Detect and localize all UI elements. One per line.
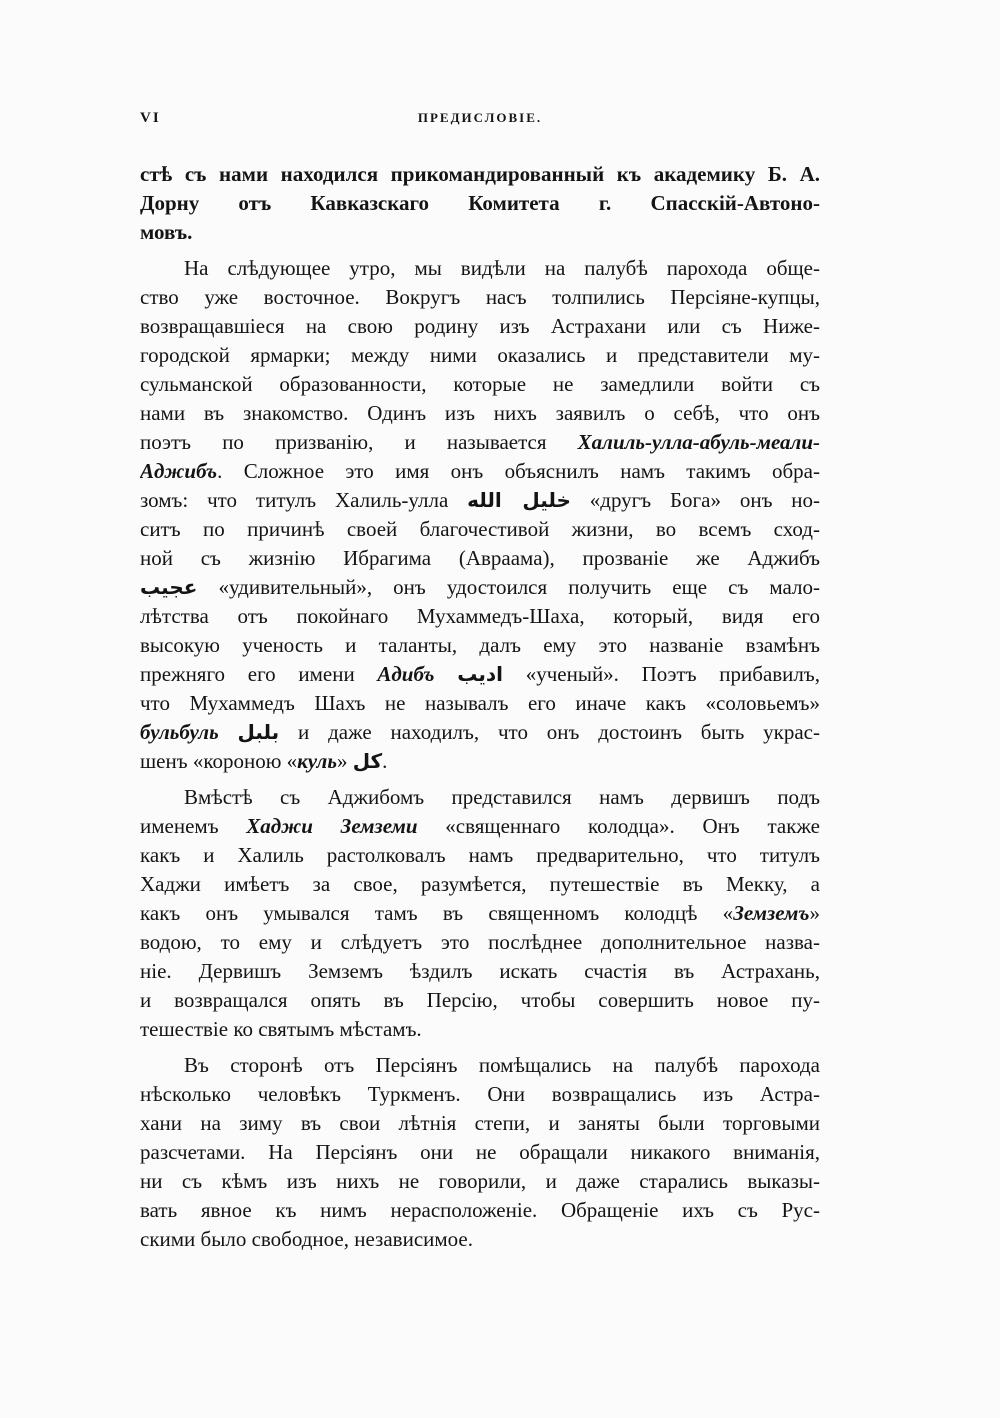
text-line: прежняго его имени Адибъ اديب «ученый». Поэтъ прибавилъ, <box>140 662 820 686</box>
arabic-text: اديب <box>457 662 504 686</box>
page-number: VI <box>140 110 161 126</box>
arabic-text: خليل الله <box>467 488 571 512</box>
paragraph <box>140 1051 820 1254</box>
text-line: сульманской образованности, которые не замедлили войти съ <box>140 372 820 396</box>
text-line: ни съ кѣмъ изъ нихъ не говорили, и даже старались выказы- <box>140 1169 820 1193</box>
running-title: ПРЕДИСЛОВІЕ. <box>417 110 543 125</box>
text-line: ство уже восточное. Вокругъ насъ толпились Персіяне-купцы, <box>140 285 820 309</box>
paragraph <box>140 160 820 247</box>
text-line: поэтъ по призванію, и называется Халиль-улла-абуль-меали- <box>140 430 820 454</box>
text-line: возвращавшіеся на свою родину изъ Астрахани или съ Ниже- <box>140 314 820 338</box>
italic-name: Халиль-улла-абуль-меали- <box>577 430 820 454</box>
italic-name: Хаджи Земземи <box>246 814 418 838</box>
paragraph <box>140 254 820 776</box>
text-line: عجيب «удивительный», онъ удостоился получить еще съ мало- <box>140 575 820 599</box>
italic-name: Аджибъ <box>140 459 218 483</box>
text-line: вать явное къ нимъ нерасположеніе. Обращеніе ихъ съ Рус- <box>140 1198 820 1222</box>
text-line: Въ сторонѣ отъ Персіянъ помѣщались на палубѣ парохода <box>184 1053 820 1077</box>
arabic-text: بلبل <box>237 720 280 744</box>
text-line: какъ онъ умывался тамъ въ священномъ колодцѣ «Земземъ» <box>140 901 820 925</box>
text-line: шенъ «короною «куль» كل. <box>140 749 388 773</box>
text-line: Аджибъ. Сложное это имя онъ объяснилъ намъ такимъ обра- <box>140 459 820 483</box>
text-line: Дорну отъ Кавказскаго Комитета г. Спасскій-Автоно- <box>140 191 820 215</box>
text-line: нами въ знакомство. Одинъ изъ нихъ заявилъ о себѣ, что онъ <box>140 401 820 425</box>
text-line: мовъ. <box>140 220 193 244</box>
text-line: какъ и Халиль растолковалъ намъ предварительно, что титулъ <box>140 843 820 867</box>
arabic-text: كل <box>352 749 383 773</box>
text-line: Хаджи имѣетъ за свое, разумѣется, путешествіе въ Мекку, а <box>140 872 820 896</box>
page-header <box>140 110 820 134</box>
body-text <box>140 160 820 1254</box>
text-line: тешествіе ко святымъ мѣстамъ. <box>140 1017 422 1041</box>
arabic-text: عجيب <box>140 575 198 599</box>
text-line: Вмѣстѣ съ Аджибомъ представился намъ дервишъ подъ <box>184 785 820 809</box>
text-line: На слѣдующее утро, мы видѣли на палубѣ парохода обще- <box>184 256 820 280</box>
text-line: городской ярмарки; между ними оказались и представители му- <box>140 343 820 367</box>
italic-name: куль <box>297 749 337 773</box>
text-line: хани на зиму въ свои лѣтнія степи, и заняты были торговыми <box>140 1111 820 1135</box>
text-line: нѣсколько человѣкъ Туркменъ. Они возвращались изъ Астра- <box>140 1082 820 1106</box>
text-line: и возвращался опять въ Персію, чтобы совершить новое пу- <box>140 988 820 1012</box>
text-line: ной съ жизнію Ибрагима (Авраама), прозваніе же Аджибъ <box>140 546 820 570</box>
text-line: скими было свободное, независимое. <box>140 1227 473 1251</box>
text-line: высокую ученость и таланты, далъ ему это названіе взамѣнъ <box>140 633 820 657</box>
text-line: водою, то ему и слѣдуетъ это послѣднее дополнительное назва- <box>140 930 820 954</box>
text-line: ситъ по причинѣ своей благочестивой жизни, во всемъ сход- <box>140 517 820 541</box>
text-line: бульбуль بلبل и даже находилъ, что онъ достоинъ быть украс- <box>140 720 820 744</box>
text-line: что Мухаммедъ Шахъ не называлъ его иначе какъ «соловьемъ» <box>140 691 820 715</box>
text-line: именемъ Хаджи Земземи «священнаго колодца». Онъ также <box>140 814 820 838</box>
text-line: лѣтства отъ покойнаго Мухаммедъ-Шаха, который, видя его <box>140 604 820 628</box>
text-line: ніе. Дервишъ Земземъ ѣздилъ искать счастія въ Астрахань, <box>140 959 820 983</box>
text-line: зомъ: что титулъ Халиль-улла خليل الله «другъ Бога» онъ но- <box>140 488 820 512</box>
text-line: разсчетами. На Персіянъ они не обращали никакого вниманія, <box>140 1140 820 1164</box>
italic-name: Земземъ <box>733 901 810 925</box>
italic-name: Адибъ <box>377 662 435 686</box>
paragraph <box>140 783 820 1044</box>
text-line: стѣ съ нами находился прикомандированный къ академику Б. А. <box>140 162 820 186</box>
italic-name: бульбуль <box>140 720 219 744</box>
